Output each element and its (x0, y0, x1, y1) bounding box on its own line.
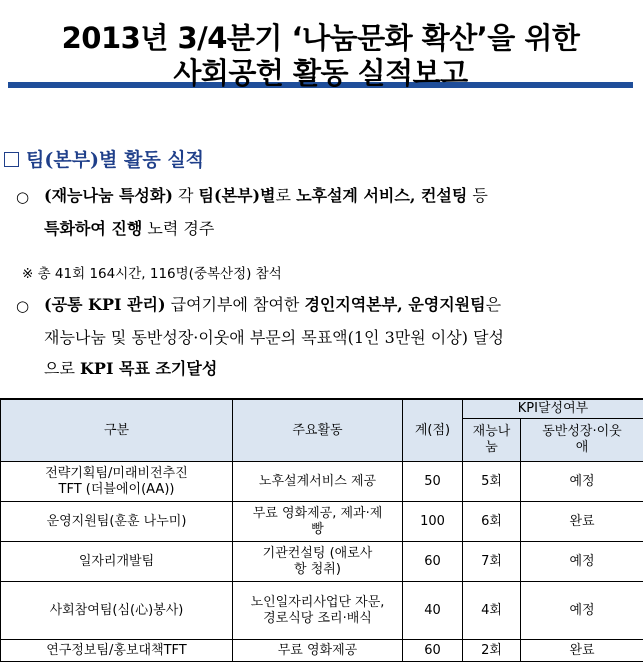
circle-bullet-icon: ○ (16, 297, 30, 315)
report-title-line-1: 2013년 3/4분기 ‘나눔문화 확산’을 위한 (61, 21, 580, 55)
square-bullet-icon (4, 152, 19, 167)
header-total: 계(점) (403, 399, 463, 462)
bullet2-text: 급여기부에 참여한 (165, 295, 305, 314)
bullet1-line1 (44, 188, 488, 204)
cell-total: 50 (403, 462, 463, 502)
cell-activity: 무료 영화제공 (233, 640, 403, 662)
section-heading-text: 팀(본부)별 활동 실적 (26, 149, 205, 171)
bullet1-strong: 특화하여 진행 (44, 219, 143, 238)
bullet2-line1 (44, 297, 501, 313)
bullet1-tag: (재능나눔 특성화) (44, 186, 173, 205)
cell-total: 100 (403, 502, 463, 542)
report-title-line-2: 사회공헌 활동 실적보고 (173, 56, 468, 90)
section-heading (4, 145, 204, 172)
bullet1-text: 각 (172, 186, 199, 205)
cell-total: 40 (403, 582, 463, 640)
table-row (1, 542, 643, 582)
cell-total: 60 (403, 640, 463, 662)
cell-activity: 기관컨설팅 (애로사항 청취) (233, 542, 403, 582)
header-shared-label: 동반성장·이웃애 (542, 424, 622, 455)
cell-division: 연구정보팀/홍보대책TFT (1, 640, 233, 662)
title-banner (8, 4, 633, 88)
cell-talent: 7회 (463, 542, 521, 582)
bullet1-line2 (44, 221, 214, 237)
cell-activity: 노후설계서비스 제공 (233, 462, 403, 502)
attendance-note: ※ 총 41회 164시간, 116명(중복산정) 참석 (22, 266, 282, 282)
header-shared (521, 419, 643, 462)
cell-shared: 완료 (521, 502, 643, 542)
cell-talent: 4회 (463, 582, 521, 640)
cell-talent: 5회 (463, 462, 521, 502)
cell-talent: 6회 (463, 502, 521, 542)
header-activity: 주요활동 (233, 399, 403, 462)
cell-shared: 예정 (521, 582, 643, 640)
circle-bullet-icon: ○ (16, 188, 30, 206)
cell-shared: 예정 (521, 542, 643, 582)
bullet2-text: 으로 (44, 359, 80, 378)
cell-division: 운영지원팀(훈훈 나누미) (1, 502, 233, 542)
cell-division: 일자리개발팀 (1, 542, 233, 582)
bullet1-text: 노력 경주 (142, 219, 215, 238)
cell-total: 60 (403, 542, 463, 582)
cell-activity: 노인일자리사업단 자문, 경로식당 조리·배식 (233, 582, 403, 640)
cell-shared: 예정 (521, 462, 643, 502)
table-row (1, 582, 643, 640)
cell-division: 사회참여팀(심(心)봉사) (1, 582, 233, 640)
cell-talent: 2회 (463, 640, 521, 662)
table-row (1, 462, 643, 502)
table-row (1, 502, 643, 542)
cell-shared: 완료 (521, 640, 643, 662)
bullet1-strong: 팀(본부)별 (198, 186, 276, 205)
bullet1-text: 로 (275, 186, 297, 205)
header-talent (463, 419, 521, 462)
bullet2-line3 (44, 361, 217, 377)
bullet2-text: 은 (485, 295, 502, 314)
bullet2-tag: (공통 KPI 관리) (44, 295, 166, 314)
bullet2-line2: 재능나눔 및 동반성장·이웃애 부문의 목표액(1인 3만원 이상) 달성 (44, 328, 504, 347)
bullet2-strong: KPI 목표 조기달성 (80, 359, 218, 378)
header-division: 구분 (1, 399, 233, 462)
header-kpi: KPI달성여부 (463, 399, 643, 419)
cell-division: 전략기획팀/미래비전추진TFT (더블에이(AA)) (1, 462, 233, 502)
bullet1-strong: 노후설계 서비스, 컨설팅 (296, 186, 468, 205)
bullet1-text: 등 (467, 186, 488, 205)
table-row (1, 640, 643, 662)
bullet2-strong: 경인지역본부, 운영지원팀 (304, 295, 486, 314)
kpi-table (0, 398, 643, 662)
cell-activity: 무료 영화제공, 제과·제빵 (233, 502, 403, 542)
header-talent-label: 재능나눔 (472, 424, 511, 455)
